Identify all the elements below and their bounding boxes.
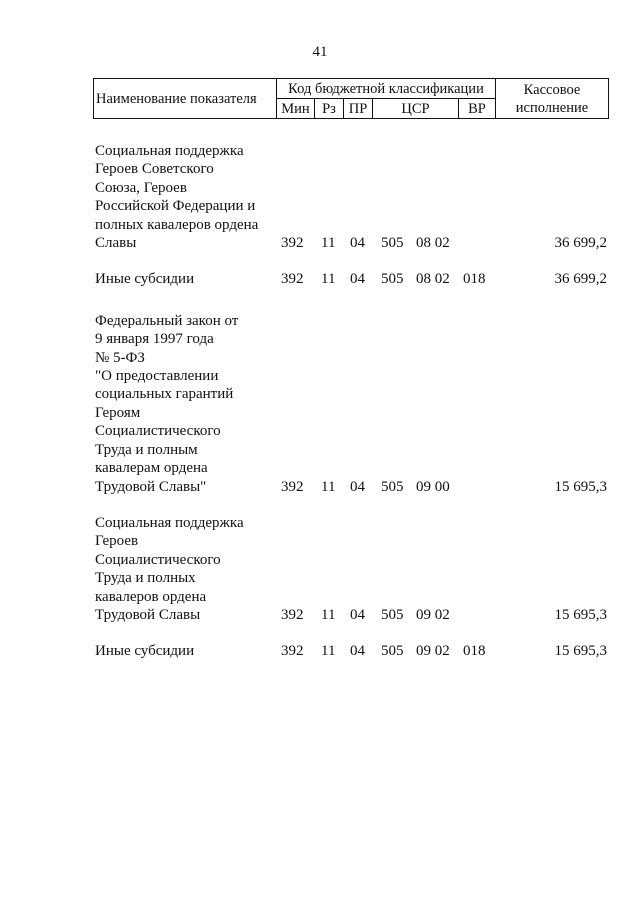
header-rz: Рз — [315, 99, 344, 119]
header-code-group: Код бюджетной классификации — [277, 79, 496, 99]
cell-csr-sub: 09 02 — [416, 606, 450, 623]
table-row — [0, 642, 640, 660]
row-label: Иные субсидии — [95, 271, 195, 288]
cell-min: 392 — [281, 235, 304, 252]
cell-rz: 11 — [321, 643, 336, 660]
cell-min: 392 — [281, 643, 304, 660]
header-cash-line1: Кассовое — [523, 81, 581, 98]
cell-csr-main: 505 — [381, 643, 404, 660]
cell-rz: 11 — [321, 271, 336, 288]
cell-csr-main: 505 — [381, 235, 404, 252]
row-codes — [0, 234, 640, 252]
cell-amount: 36 699,2 — [554, 271, 607, 288]
header-min: Мин — [277, 99, 315, 119]
cell-min: 392 — [281, 271, 304, 288]
cell-csr-sub: 09 02 — [416, 643, 450, 660]
header-name-column: Наименование показателя — [94, 79, 277, 119]
table-body — [0, 142, 640, 661]
cell-csr-sub: 08 02 — [416, 271, 450, 288]
table-row — [0, 312, 640, 496]
cell-csr-main: 505 — [381, 271, 404, 288]
page-number: 41 — [312, 44, 328, 60]
cell-min: 392 — [281, 606, 304, 623]
row-label: Социальная поддержка Героев Советского Союза, Героев Российской Федерации и полных кавалеров ордена Славы — [95, 143, 259, 252]
table-row — [0, 514, 640, 624]
header-table — [93, 78, 609, 119]
cell-vr: 018 — [463, 271, 486, 288]
cell-amount: 36 699,2 — [554, 235, 607, 252]
cell-csr-sub: 08 02 — [416, 235, 450, 252]
cell-pr: 04 — [350, 643, 365, 660]
row-codes — [0, 270, 640, 288]
header-cash-column — [496, 79, 609, 119]
cell-rz: 11 — [321, 606, 336, 623]
row-label: Иные субсидии — [95, 643, 195, 660]
row-codes — [0, 478, 640, 496]
cell-amount: 15 695,3 — [554, 606, 607, 623]
row-label: Социальная поддержка Героев Социалистического Труда и полных кавалеров ордена Трудовой Славы — [95, 514, 244, 623]
header-csr: ЦСР — [373, 99, 459, 119]
cell-amount: 15 695,3 — [554, 643, 607, 660]
table-row — [0, 270, 640, 288]
table-row — [0, 142, 640, 252]
header-vr: ВР — [459, 99, 496, 119]
row-label: Федеральный закон от 9 января 1997 года № 5-ФЗ "О предоставлении социальных гарантий Героям Социалистического Труда и полным кавалерам ордена Трудовой Славы" — [95, 312, 239, 495]
cell-csr-main: 505 — [381, 478, 404, 495]
cell-amount: 15 695,3 — [554, 478, 607, 495]
cell-pr: 04 — [350, 478, 365, 495]
header-cash-line2: исполнение — [515, 99, 589, 116]
cell-min: 392 — [281, 478, 304, 495]
cell-pr: 04 — [350, 235, 365, 252]
cell-vr: 018 — [463, 643, 486, 660]
cell-pr: 04 — [350, 606, 365, 623]
row-codes — [0, 606, 640, 624]
cell-rz: 11 — [321, 478, 336, 495]
row-codes — [0, 642, 640, 660]
cell-pr: 04 — [350, 271, 365, 288]
header-pr: ПР — [344, 99, 373, 119]
cell-rz: 11 — [321, 235, 336, 252]
cell-csr-main: 505 — [381, 606, 404, 623]
cell-csr-sub: 09 00 — [416, 478, 450, 495]
